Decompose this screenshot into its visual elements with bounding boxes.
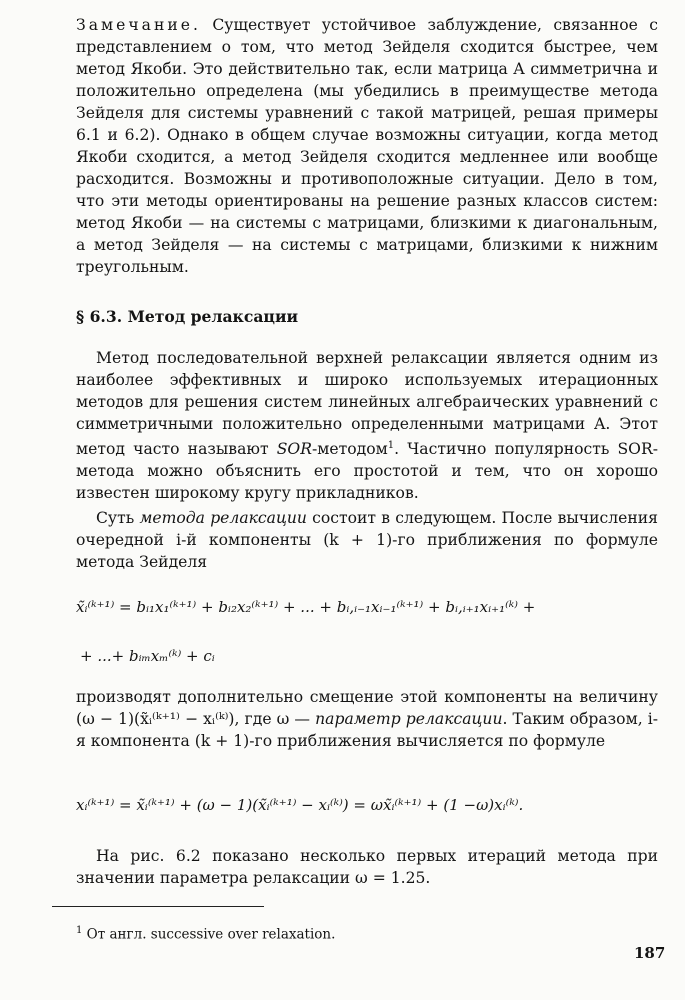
footnote-reference: 1 — [387, 440, 395, 451]
relaxation-method-term: метода релаксации — [139, 509, 307, 527]
paragraph-sor-intro-text-2: -методом — [311, 440, 388, 459]
page-number: 187 — [634, 944, 666, 962]
seidel-formula-line-1: x̃ᵢ⁽ᵏ⁺¹⁾ = bᵢ₁x₁⁽ᵏ⁺¹⁾ + bᵢ₂x₂⁽ᵏ⁺¹⁾ + ... + bᵢ,ᵢ₋₁xᵢ₋₁⁽ᵏ⁺¹⁾ + bᵢ,ᵢ₊₁xᵢ₊₁⁽ᵏ⁾ + — [76, 598, 536, 616]
remark-paragraph — [76, 14, 658, 278]
relaxation-parameter-term: параметр релаксации — [315, 710, 503, 728]
paragraph-method-essence-text-1: Суть — [96, 509, 140, 527]
relaxation-formula: xᵢ⁽ᵏ⁺¹⁾ = x̃ᵢ⁽ᵏ⁺¹⁾ + (ω − 1)(x̃ᵢ⁽ᵏ⁺¹⁾ − xᵢ⁽ᵏ⁾) = ωx̃ᵢ⁽ᵏ⁺¹⁾ + (1 −ω)xᵢ⁽ᵏ⁾. — [76, 796, 524, 814]
footnote — [76, 925, 335, 943]
paragraph-shift-text-1: производят дополнительно смещение этой компоненты на величину (ω − 1)(x̃ᵢ⁽ᵏ⁺¹⁾ − xᵢ⁽ᵏ⁾), где ω — — [76, 688, 658, 728]
paragraph-shift — [76, 686, 658, 752]
remark-label: Замечание. — [76, 16, 201, 34]
section-heading: § 6.3. Метод релаксации — [76, 307, 299, 326]
footnote-divider — [52, 906, 264, 907]
paragraph-figure-note: На рис. 6.2 показано несколько первых итераций метода при значении параметра релаксации ω = 1.25. — [76, 847, 658, 887]
seidel-formula-line-2: + ...+ bᵢₘxₘ⁽ᵏ⁾ + cᵢ — [80, 647, 215, 665]
footnote-mark: 1 — [76, 925, 83, 936]
paragraph-sor-intro-text-1: Метод последовательной верхней релаксации является одним из наиболее эффективных и широко используемых итерационных методов для решения систем линейных алгебраических уравнений с симметричными положительно определенными матрицами A. Этот метод часто называют — [76, 349, 658, 459]
sor-term: SOR — [276, 440, 312, 459]
paragraph-sor-intro-text-3: . Частично популярность SOR-метода можно объяснить его простотой и тем, что он хорошо известен широкому кругу прикладников. — [76, 440, 658, 503]
paragraph-method-essence-text-2: состоит в следующем. После вычисления очередной i-й компоненты (k + 1)-го приближения по формуле метода Зейделя — [76, 509, 658, 571]
paragraph-shift-text-2: . Таким образом, i-я компонента (k + 1)-го приближения вычисляется по формуле — [76, 710, 658, 750]
paragraph-sor-intro — [76, 347, 658, 504]
footnote-text: От англ. successive over relaxation. — [82, 926, 336, 943]
paragraph-method-essence — [76, 507, 658, 573]
remark-text: Существует устойчивое заблуждение, связанное с представлением о том, что метод Зейделя сходится быстрее, чем метод Якоби. Это действительно так, если матрица A симметрична и положительно определена (мы убедились в преимуществе метода Зейделя для системы уравнений с такой матрицей, решая примеры 6.1 и 6.2). Однако в общем случае возможны ситуации, когда метод Якоби сходится, а метод Зейделя сходится медленнее или вообще расходится. Возможны и противоположные ситуации. Дело в том, что эти методы ориентированы на решение разных классов систем: метод Якоби — на системы с матрицами, близкими к диагональным, а метод Зейделя — на системы с матрицами, близкими к нижним треугольным. — [76, 16, 658, 276]
